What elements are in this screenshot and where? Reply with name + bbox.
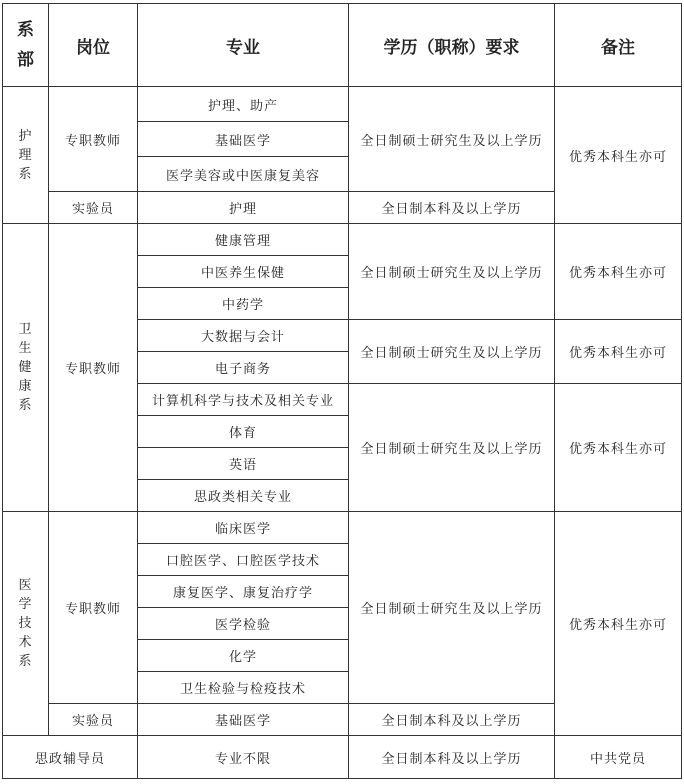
remark-cell: 优秀本科生亦可 (555, 224, 682, 320)
major-cell: 医学检验 (138, 608, 349, 640)
major-cell: 基础医学 (138, 122, 349, 157)
major-cell: 电子商务 (138, 352, 349, 384)
education-cell: 全日制硕士研究生及以上学历 (349, 384, 555, 512)
header-major: 专业 (138, 4, 349, 87)
table-row (3, 736, 682, 779)
header-education: 学历（职称）要求 (349, 4, 555, 87)
major-cell: 专业不限 (138, 736, 349, 779)
major-cell: 中医养生保健 (138, 256, 349, 288)
major-cell: 口腔医学、口腔医学技术 (138, 544, 349, 576)
education-cell: 全日制本科及以上学历 (349, 736, 555, 779)
remark-cell: 优秀本科生亦可 (555, 512, 682, 736)
major-cell: 卫生检验与检疫技术 (138, 672, 349, 704)
header-row (3, 4, 682, 87)
remark-cell: 优秀本科生亦可 (555, 320, 682, 384)
table-row (3, 512, 682, 544)
table-row (3, 87, 682, 122)
dept-health: 卫 生 健 康 系 (3, 224, 49, 512)
major-cell: 医学美容或中医康复美容 (138, 157, 349, 192)
major-cell: 英语 (138, 448, 349, 480)
position-cell: 实验员 (49, 704, 138, 736)
education-cell: 全日制硕士研究生及以上学历 (349, 224, 555, 320)
position-cell: 专职教师 (49, 512, 138, 704)
education-cell: 全日制本科及以上学历 (349, 704, 555, 736)
major-cell: 大数据与会计 (138, 320, 349, 352)
major-cell: 体育 (138, 416, 349, 448)
education-cell: 全日制本科及以上学历 (349, 192, 555, 224)
major-cell: 化学 (138, 640, 349, 672)
position-cell: 思政辅导员 (3, 736, 138, 779)
remark-cell: 优秀本科生亦可 (555, 87, 682, 224)
recruitment-table (2, 3, 682, 779)
education-cell: 全日制硕士研究生及以上学历 (349, 87, 555, 192)
major-cell: 基础医学 (138, 704, 349, 736)
dept-medtech: 医 学 技 术 系 (3, 512, 49, 736)
major-cell: 护理、助产 (138, 87, 349, 122)
major-cell: 健康管理 (138, 224, 349, 256)
major-cell: 中药学 (138, 288, 349, 320)
position-cell: 专职教师 (49, 87, 138, 192)
major-cell: 护理 (138, 192, 349, 224)
dept-nursing: 护 理 系 (3, 87, 49, 224)
major-cell: 思政类相关专业 (138, 480, 349, 512)
header-position: 岗位 (49, 4, 138, 87)
position-cell: 实验员 (49, 192, 138, 224)
header-remark: 备注 (555, 4, 682, 87)
major-cell: 计算机科学与技术及相关专业 (138, 384, 349, 416)
major-cell: 临床医学 (138, 512, 349, 544)
remark-cell: 优秀本科生亦可 (555, 384, 682, 512)
education-cell: 全日制硕士研究生及以上学历 (349, 512, 555, 704)
remark-cell: 中共党员 (555, 736, 682, 779)
major-cell: 康复医学、康复治疗学 (138, 576, 349, 608)
header-dept: 系 部 (3, 4, 49, 87)
table-row (3, 224, 682, 256)
education-cell: 全日制硕士研究生及以上学历 (349, 320, 555, 384)
position-cell: 专职教师 (49, 224, 138, 512)
